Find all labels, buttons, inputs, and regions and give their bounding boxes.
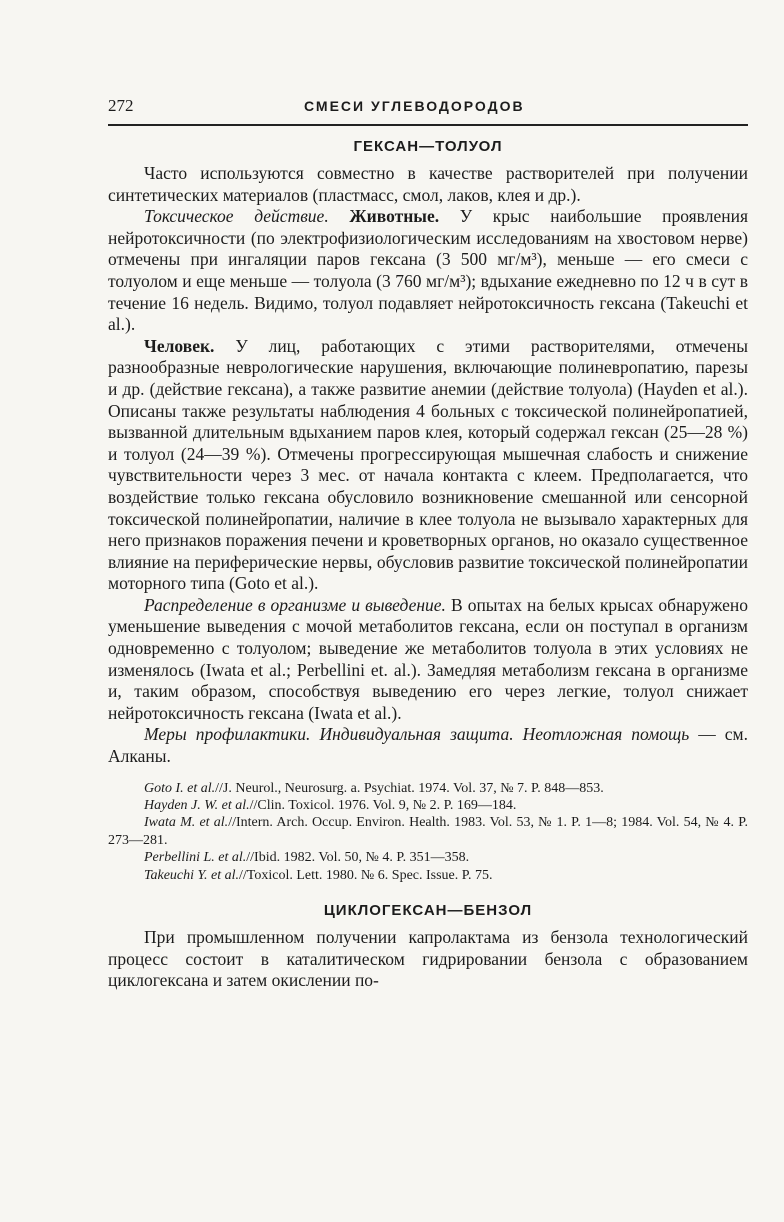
section-title-cyclohexane-benzene: ЦИКЛОГЕКСАН—БЕНЗОЛ [323, 902, 533, 920]
reference-item: Takeuchi Y. et al.//Toxicol. Lett. 1980. № 6. Spec. Issue. P. 75. [144, 867, 493, 883]
reference-item: Goto I. et al.//J. Neurol., Neurosurg. a. Psychiat. 1974. Vol. 37, № 7. P. 848—853. [144, 780, 604, 796]
toxic-action-paragraph [108, 206, 748, 336]
animals-text: У крыс наибольшие проявления нейротоксичности (по электрофизиологическим исследованиям на хвостовом нерве) отмечены при ингаляции паров гексана (3 500 мг/м³), меньше — его смеси с толуолом и еще меньше — толуола (3 760 мг/м³); вдыхание ежедневно по 12 ч в сут в течение 16 недель. Видимо, толуол подавляет нейротоксичность гексана (Takeuchi et al.). [108, 206, 748, 335]
prevention-paragraph [108, 724, 748, 767]
human-label: Человек. [144, 335, 215, 356]
running-head: СМЕСИ УГЛЕВОДОРОДОВ [304, 98, 525, 114]
intro-paragraph: Часто используются совместно в качестве растворителей при получении синтетических материалов (пластмасс, смол, лаков, клея и др.). [108, 163, 748, 205]
cyclohexane-intro-paragraph: При промышленном получении капролактама из бензола технологический процесс состоит в каталитическом гидрировании бензола с образованием циклогексана и затем окислении по- [108, 927, 748, 991]
human-text: У лиц, работающих с этими растворителями, отмечены разнообразные неврологические нарушения, включающие полиневропатию, парезы и др. (действие гексана), а также развитие анемии (действие толуола) (Hayden et al.). Описаны также результаты наблюдения 4 больных с токсической полинейропатией, вызванной длительным вдыханием паров клея, который содержал гексан (25—28 %) и толуол (24—39 %). Отмечены прогрессирующая мышечная слабость и снижение чувствительности через 3 мес. от начала контакта с клеем. Предполагается, что воздействие только гексана обусловило возникновение смешанной или сенсорной токсической полинейропатии, наличие в клее толуола не вызывало характерных для него признаков поражения печени и кроветворных органов, но оказало существенное влияние на периферические нервы, обусловив развитие токсической полинейропатии моторного типа (Goto et al.). [108, 335, 748, 594]
prevention-label: Меры профилактики. Индивидуальная защита. Неотложная помощь [144, 724, 690, 745]
distribution-label: Распределение в организме и выведение. [144, 594, 446, 615]
page-number: 272 [108, 96, 134, 115]
references [108, 780, 748, 884]
reference-item: Hayden J. W. et al.//Clin. Toxicol. 1976. Vol. 9, № 2. P. 169—184. [144, 798, 517, 814]
distribution-text: В опытах на белых крысах обнаружено уменьшение выведения с мочой метаболитов гексана, если он поступал в организм одновременно с толуолом; выведение же метаболитов толуола в этих условиях не изменялось (Iwata et al.; Perbellini et. al.). Замедляя метаболизм гексана в организме и, таким образом, способствуя выведению его через легкие, толуол снижает нейротоксичность гексана (Iwata et al.). [108, 594, 748, 723]
reference-item: Iwata M. et al.//Intern. Arch. Occup. Environ. Health. 1983. Vol. 53, № 1. P. 1—8; 1984. Vol. 54, № 4. P. 273—281. [108, 815, 749, 848]
page [108, 96, 748, 992]
toxic-action-label: Токсическое действие. [144, 206, 329, 227]
section-cyclohexane-benzene [108, 902, 748, 992]
reference-item: Perbellini L. et al.//Ibid. 1982. Vol. 50, № 4. P. 351—358. [144, 850, 470, 866]
page-header [108, 96, 748, 126]
human-paragraph [108, 336, 748, 595]
distribution-paragraph [108, 595, 748, 725]
animals-label: Животные. [349, 206, 440, 227]
prevention-text: — см. Алканы. [108, 724, 748, 767]
section-title-hexane-toluene: ГЕКСАН—ТОЛУОЛ [353, 138, 503, 155]
